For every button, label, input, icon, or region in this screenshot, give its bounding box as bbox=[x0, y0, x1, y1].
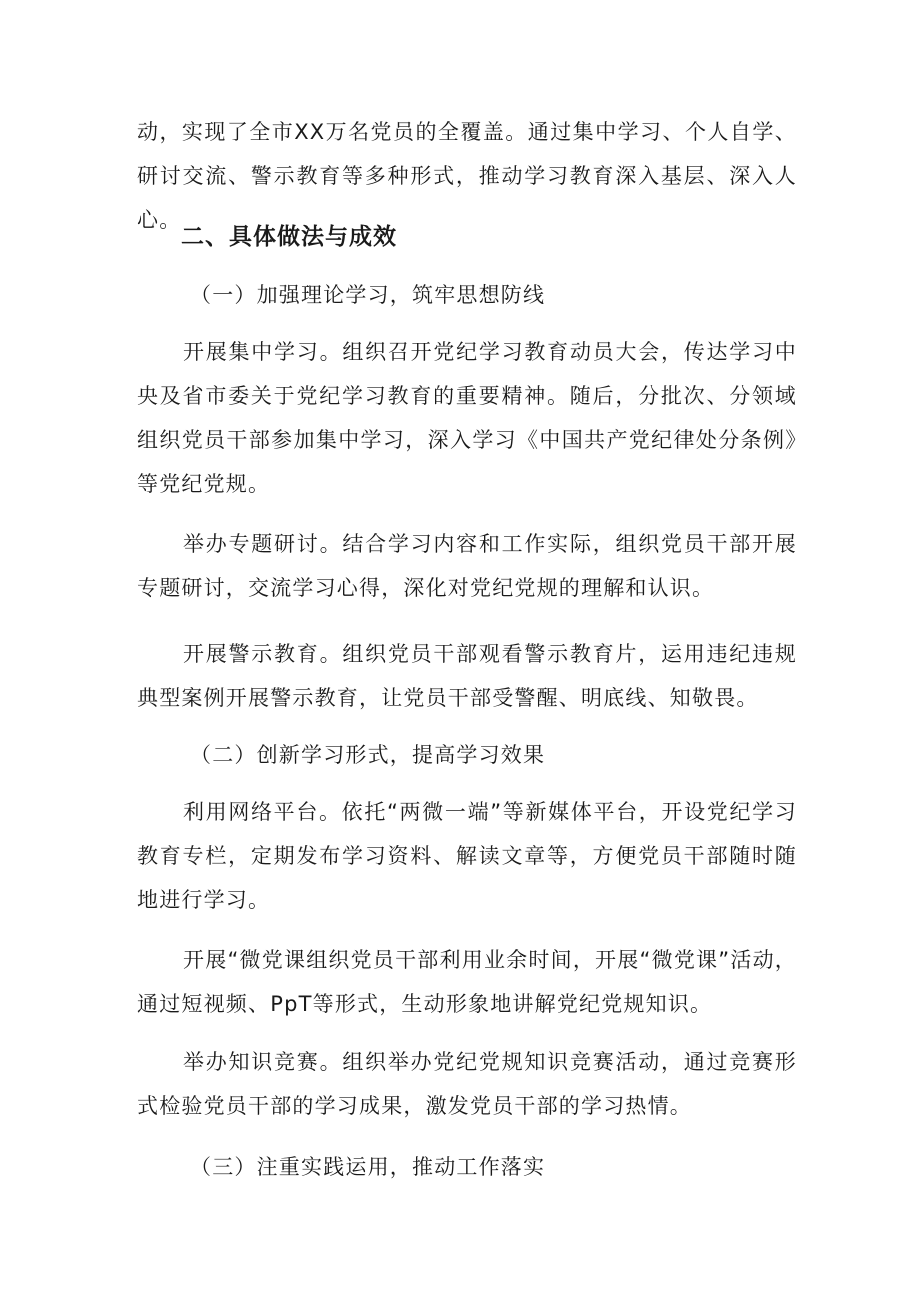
subheading-2: （二）创新学习形式，提高学习效果 bbox=[190, 743, 546, 767]
paragraph-online-platform: 利用网络平台。依托“两微一端”等新媒体平台，开设党纪学习教育专栏，定期发布学习资料、解读文章等，方便党员干部随时随地进行学习。 bbox=[137, 800, 797, 912]
paragraph-micro-class: 开展“微党课组织党员干部利用业余时间，开展“微党课”活动，通过短视频、PpT等形式，生动形象地讲解党纪党规知识。 bbox=[137, 948, 797, 1016]
paragraph-warning-education: 开展警示教育。组织党员干部观看警示教育片，运用违纪违规典型案例开展警示教育，让党员干部受警醒、明底线、知敬畏。 bbox=[137, 642, 797, 710]
paragraph-knowledge-contest: 举办知识竞赛。组织举办党纪党规知识竞赛活动，通过竞赛形式检验党员干部的学习成果，激发党员干部的学习热情。 bbox=[137, 1050, 797, 1118]
subheading-3: （三）注重实践运用，推动工作落实 bbox=[190, 1155, 546, 1179]
paragraph-seminar: 举办专题研讨。结合学习内容和工作实际，组织党员干部开展专题研讨，交流学习心得，深化对党纪党规的理解和认识。 bbox=[137, 532, 797, 600]
subheading-1: （一）加强理论学习，筑牢思想防线 bbox=[190, 283, 546, 307]
section-heading: 二、具体做法与成效 bbox=[181, 224, 397, 250]
paragraph-intro: 动，实现了全市XX万名党员的全覆盖。通过集中学习、个人自学、研讨交流、警示教育等多种形式，推动学习教育深入基层、深入人心。 bbox=[137, 120, 797, 232]
paragraph-centralized-study: 开展集中学习。组织召开党纪学习教育动员大会，传达学习中央及省市委关于党纪学习教育的重要精神。随后，分批次、分领域组织党员干部参加集中学习，深入学习《中国共产党纪律处分条例》等党纪党规。 bbox=[137, 340, 797, 496]
